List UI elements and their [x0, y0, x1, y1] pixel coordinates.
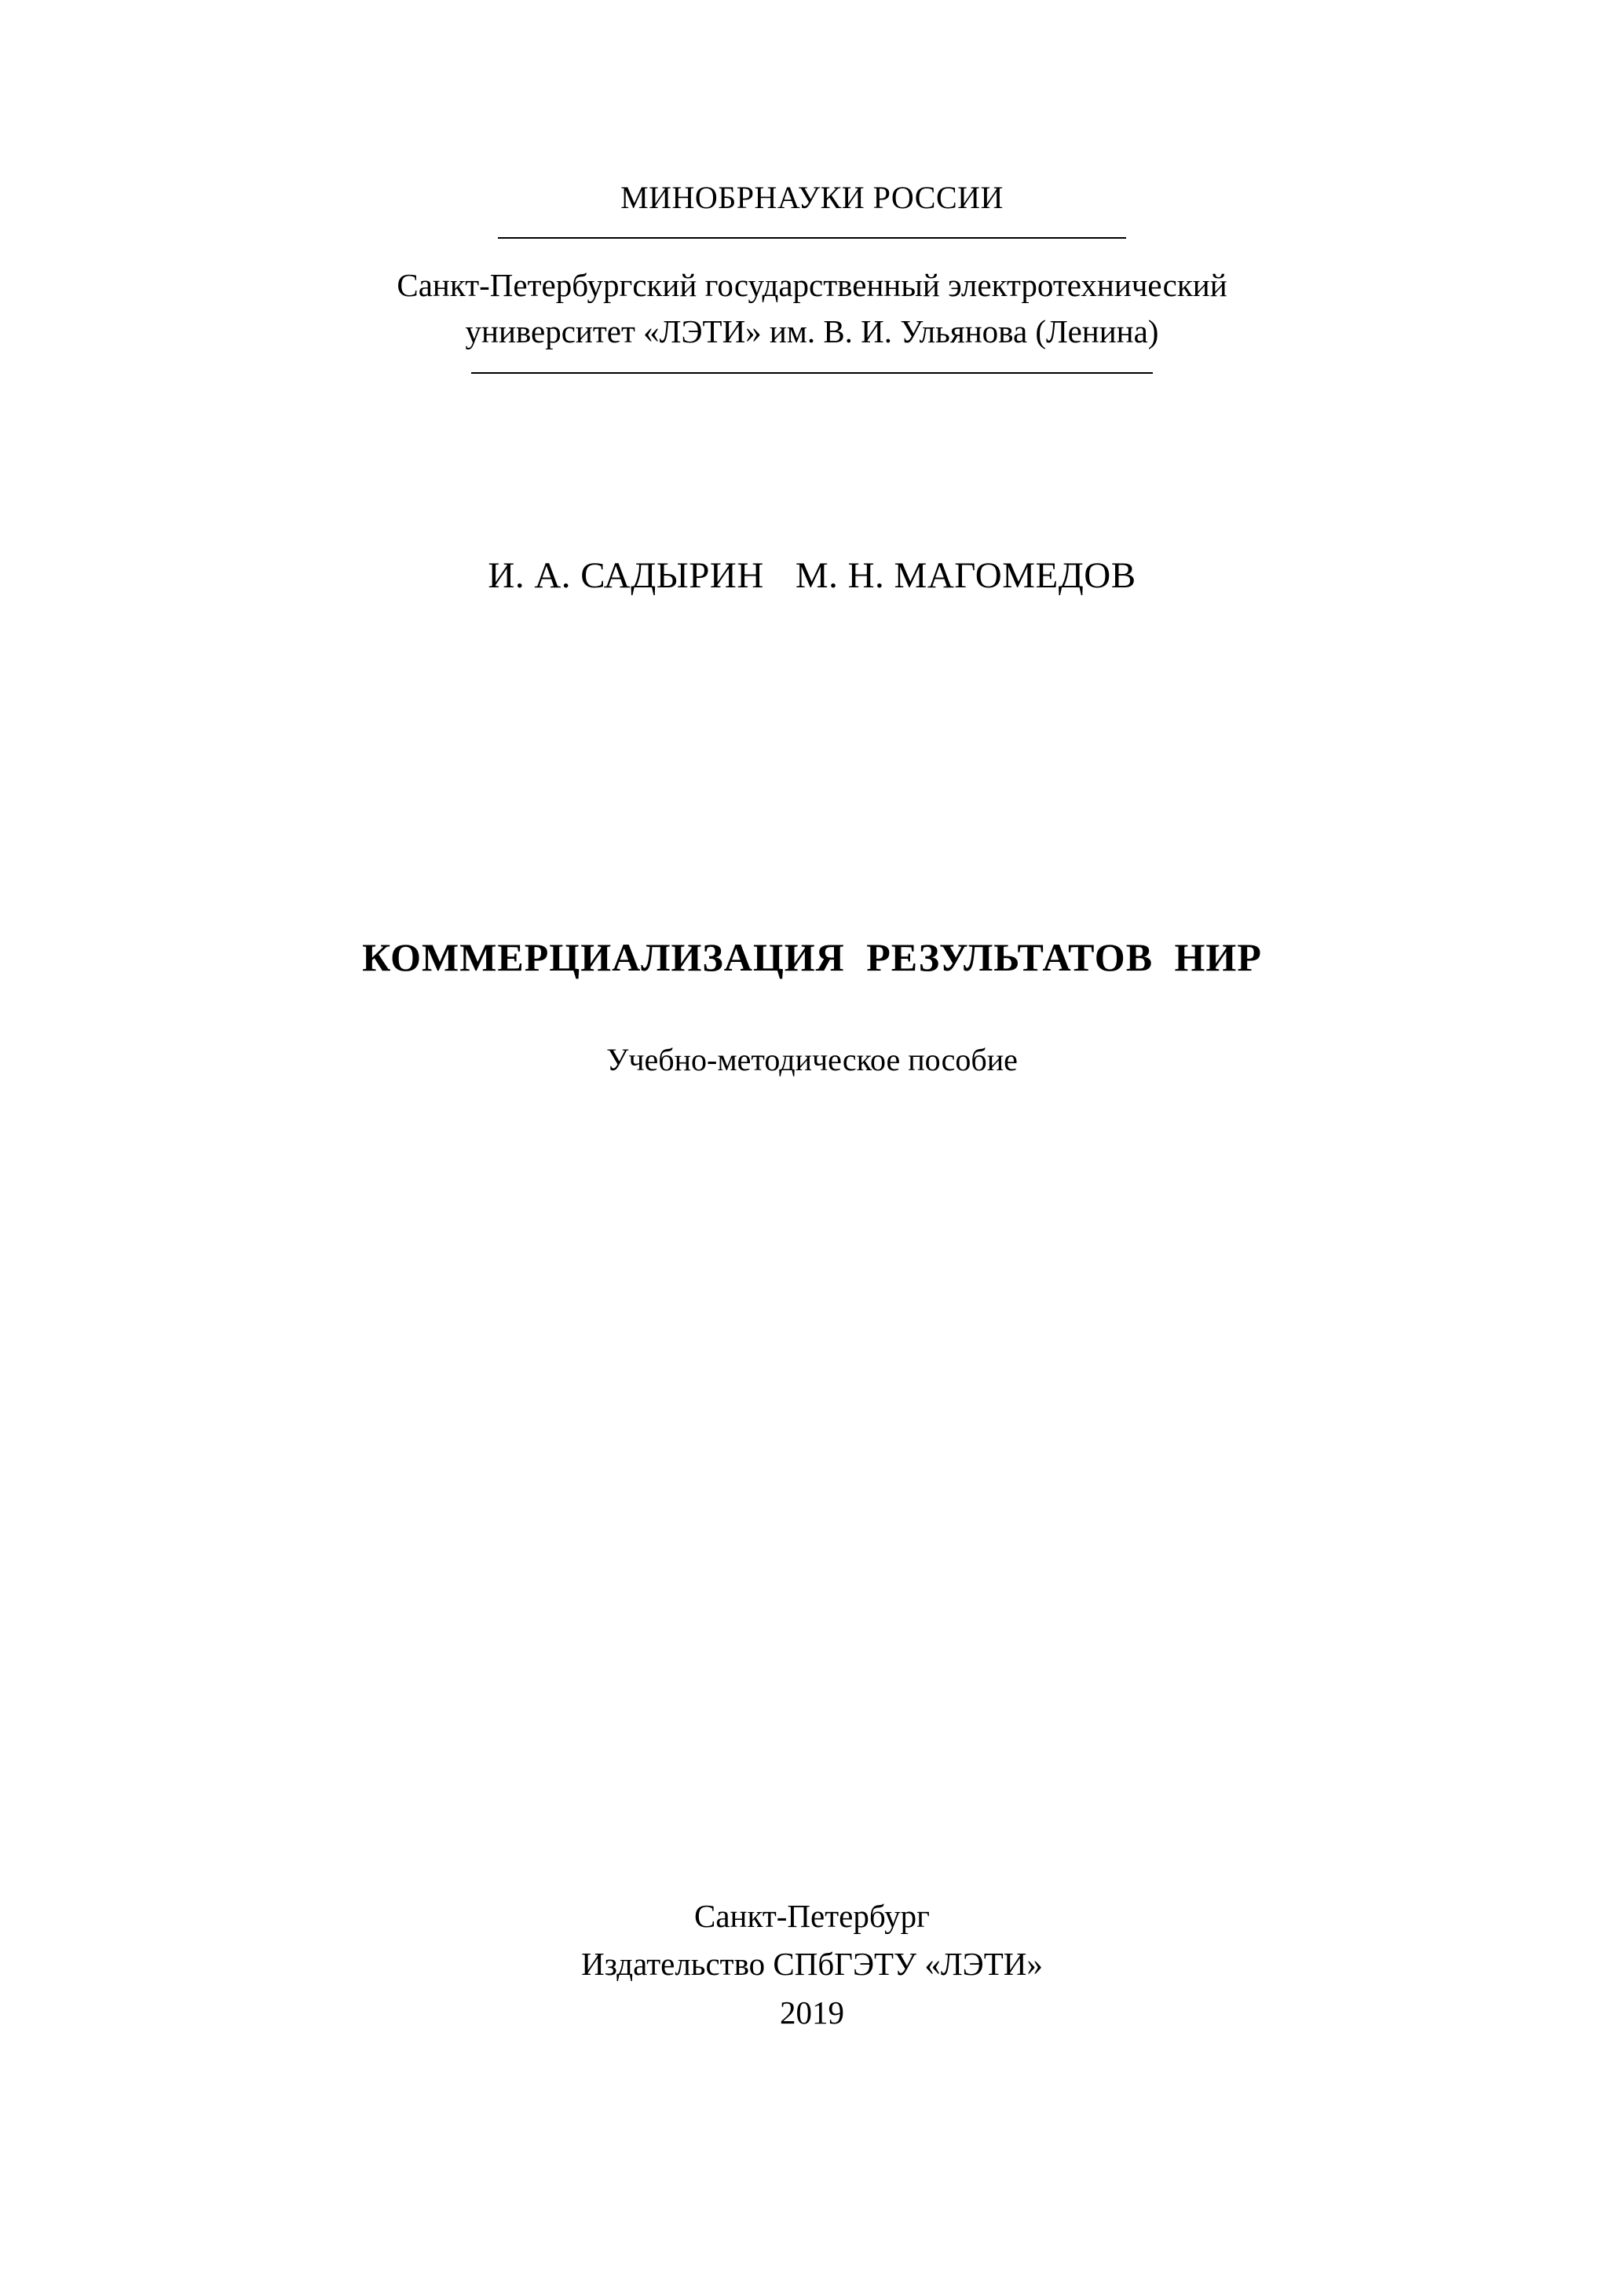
page-subtitle: Учебно-методическое пособие [606, 1042, 1018, 1078]
imprint-block [0, 1892, 1624, 2038]
authors-line [236, 554, 1388, 597]
page-title: КОММЕРЦИАЛИЗАЦИЯ РЕЗУЛЬТАТОВ НИР [362, 935, 1262, 980]
imprint-year: 2019 [780, 1994, 844, 2031]
divider-top [498, 237, 1126, 239]
university-name-line2: университет «ЛЭТИ» им. В. И. Ульянова (Ленина) [465, 313, 1159, 350]
author-second: М. Н. МАГОМЕДОВ [795, 555, 1136, 597]
imprint-city: Санкт-Петербург [694, 1897, 930, 1934]
university-name-line1: Санкт-Петербургский государственный электротехнический [397, 267, 1227, 303]
divider-bottom [471, 372, 1153, 374]
ministry-name: МИНОБРНАУКИ РОССИИ [620, 180, 1004, 215]
university-name [236, 262, 1388, 355]
institution-header [236, 179, 1388, 374]
author-first: И. А. САДЫРИН [488, 555, 764, 597]
imprint-publisher: Издательство СПбГЭТУ «ЛЭТИ» [581, 1946, 1043, 1982]
